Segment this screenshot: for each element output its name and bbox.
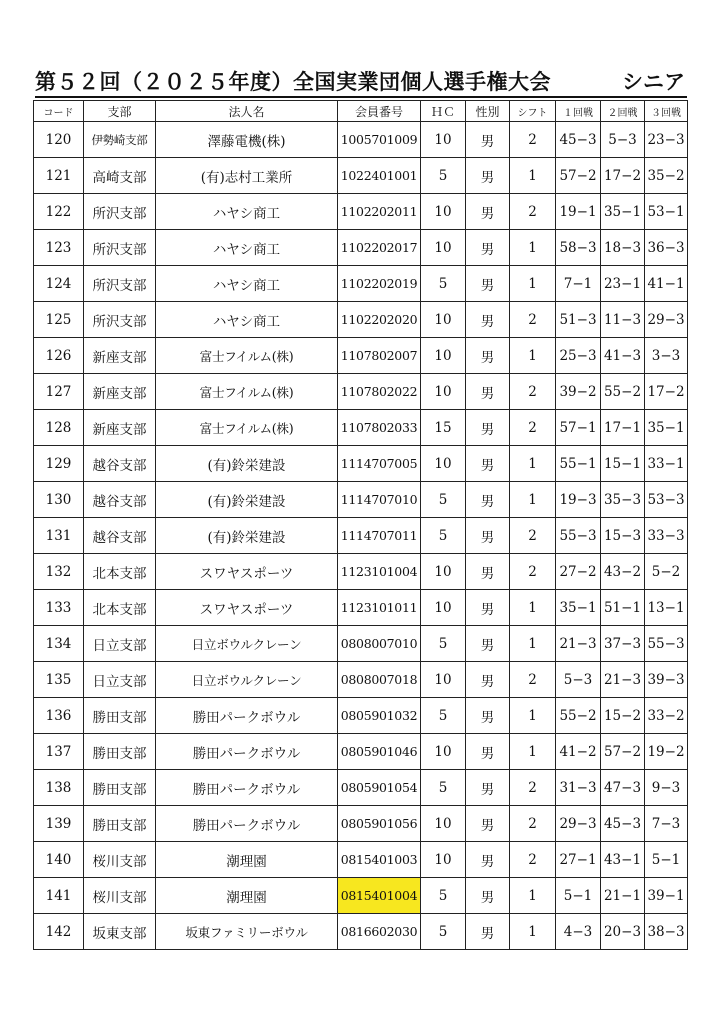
header-company: 法人名 bbox=[156, 101, 338, 122]
gender-cell: 男 bbox=[466, 554, 510, 590]
hc-cell: 10 bbox=[421, 662, 466, 698]
branch-cell: 勝田支部 bbox=[84, 698, 156, 734]
round3-cell: 53−1 bbox=[645, 194, 688, 230]
round2-cell: 18−3 bbox=[601, 230, 645, 266]
round3-cell: 5−2 bbox=[645, 554, 688, 590]
company-cell: ハヤシ商工 bbox=[156, 194, 338, 230]
round2-cell: 55−2 bbox=[601, 374, 645, 410]
shift-cell: 2 bbox=[510, 770, 556, 806]
code-cell: 136 bbox=[34, 698, 84, 734]
gender-cell: 男 bbox=[466, 806, 510, 842]
branch-cell: 新座支部 bbox=[84, 410, 156, 446]
code-cell: 130 bbox=[34, 482, 84, 518]
hc-cell: 10 bbox=[421, 302, 466, 338]
round2-cell: 51−1 bbox=[601, 590, 645, 626]
table-row bbox=[34, 122, 688, 158]
member-number-cell: 0805901032 bbox=[338, 698, 421, 734]
gender-cell: 男 bbox=[466, 338, 510, 374]
branch-cell: 日立支部 bbox=[84, 662, 156, 698]
header-branch: 支部 bbox=[84, 101, 156, 122]
round3-cell: 38−3 bbox=[645, 914, 688, 950]
shift-cell: 2 bbox=[510, 302, 556, 338]
round1-cell: 35−1 bbox=[556, 590, 601, 626]
round2-cell: 17−1 bbox=[601, 410, 645, 446]
shift-cell: 1 bbox=[510, 878, 556, 914]
table-row bbox=[34, 374, 688, 410]
round3-cell: 3−3 bbox=[645, 338, 688, 374]
shift-cell: 1 bbox=[510, 482, 556, 518]
code-cell: 140 bbox=[34, 842, 84, 878]
code-cell: 123 bbox=[34, 230, 84, 266]
round3-cell: 23−3 bbox=[645, 122, 688, 158]
shift-cell: 1 bbox=[510, 590, 556, 626]
round2-cell: 23−1 bbox=[601, 266, 645, 302]
code-cell: 131 bbox=[34, 518, 84, 554]
branch-cell: 北本支部 bbox=[84, 554, 156, 590]
branch-cell: 新座支部 bbox=[84, 374, 156, 410]
round3-cell: 9−3 bbox=[645, 770, 688, 806]
round1-cell: 45−3 bbox=[556, 122, 601, 158]
code-cell: 138 bbox=[34, 770, 84, 806]
round2-cell: 17−2 bbox=[601, 158, 645, 194]
shift-cell: 1 bbox=[510, 626, 556, 662]
gender-cell: 男 bbox=[466, 734, 510, 770]
round2-cell: 11−3 bbox=[601, 302, 645, 338]
round2-cell: 45−3 bbox=[601, 806, 645, 842]
company-cell: (有)鈴栄建設 bbox=[156, 446, 338, 482]
code-cell: 142 bbox=[34, 914, 84, 950]
round1-cell: 39−2 bbox=[556, 374, 601, 410]
company-cell: スワヤスポーツ bbox=[156, 590, 338, 626]
round2-cell: 35−1 bbox=[601, 194, 645, 230]
roster-body bbox=[34, 122, 688, 950]
table-row bbox=[34, 734, 688, 770]
gender-cell: 男 bbox=[466, 122, 510, 158]
round3-cell: 7−3 bbox=[645, 806, 688, 842]
shift-cell: 2 bbox=[510, 554, 556, 590]
member-number-cell: 1005701009 bbox=[338, 122, 421, 158]
company-cell: (有)志村工業所 bbox=[156, 158, 338, 194]
page-title-bar bbox=[35, 68, 687, 98]
hc-cell: 10 bbox=[421, 122, 466, 158]
member-number-cell: 1107802022 bbox=[338, 374, 421, 410]
branch-cell: 所沢支部 bbox=[84, 266, 156, 302]
header-code: コード bbox=[34, 101, 84, 122]
round2-cell: 35−3 bbox=[601, 482, 645, 518]
gender-cell: 男 bbox=[466, 194, 510, 230]
round1-cell: 58−3 bbox=[556, 230, 601, 266]
round1-cell: 57−2 bbox=[556, 158, 601, 194]
round3-cell: 55−3 bbox=[645, 626, 688, 662]
gender-cell: 男 bbox=[466, 158, 510, 194]
round1-cell: 27−2 bbox=[556, 554, 601, 590]
table-row bbox=[34, 878, 688, 914]
table-row bbox=[34, 698, 688, 734]
round1-cell: 55−2 bbox=[556, 698, 601, 734]
company-cell: ハヤシ商工 bbox=[156, 230, 338, 266]
code-cell: 132 bbox=[34, 554, 84, 590]
round3-cell: 29−3 bbox=[645, 302, 688, 338]
company-cell: 富士フイルム(株) bbox=[156, 374, 338, 410]
branch-cell: 桜川支部 bbox=[84, 878, 156, 914]
table-row bbox=[34, 230, 688, 266]
gender-cell: 男 bbox=[466, 662, 510, 698]
shift-cell: 1 bbox=[510, 446, 556, 482]
code-cell: 126 bbox=[34, 338, 84, 374]
branch-cell: 勝田支部 bbox=[84, 770, 156, 806]
hc-cell: 10 bbox=[421, 230, 466, 266]
hc-cell: 10 bbox=[421, 374, 466, 410]
round1-cell: 21−3 bbox=[556, 626, 601, 662]
gender-cell: 男 bbox=[466, 914, 510, 950]
roster-table bbox=[33, 100, 688, 950]
branch-cell: 高崎支部 bbox=[84, 158, 156, 194]
round1-cell: 5−3 bbox=[556, 662, 601, 698]
gender-cell: 男 bbox=[466, 482, 510, 518]
code-cell: 141 bbox=[34, 878, 84, 914]
table-row bbox=[34, 662, 688, 698]
header-round3: ３回戦 bbox=[645, 101, 688, 122]
member-number-cell: 1022401001 bbox=[338, 158, 421, 194]
round3-cell: 39−3 bbox=[645, 662, 688, 698]
company-cell: 勝田パークボウル bbox=[156, 698, 338, 734]
shift-cell: 1 bbox=[510, 230, 556, 266]
gender-cell: 男 bbox=[466, 302, 510, 338]
company-cell: 澤藤電機(株) bbox=[156, 122, 338, 158]
shift-cell: 2 bbox=[510, 122, 556, 158]
round1-cell: 5−1 bbox=[556, 878, 601, 914]
table-row bbox=[34, 554, 688, 590]
hc-cell: 5 bbox=[421, 878, 466, 914]
code-cell: 124 bbox=[34, 266, 84, 302]
table-row bbox=[34, 590, 688, 626]
page-title: 第５２回（２０２５年度）全国実業団個人選手権大会 bbox=[35, 70, 551, 94]
round2-cell: 15−3 bbox=[601, 518, 645, 554]
shift-cell: 1 bbox=[510, 734, 556, 770]
table-row bbox=[34, 158, 688, 194]
header-shift: シフト bbox=[510, 101, 556, 122]
round2-cell: 5−3 bbox=[601, 122, 645, 158]
round1-cell: 27−1 bbox=[556, 842, 601, 878]
gender-cell: 男 bbox=[466, 518, 510, 554]
gender-cell: 男 bbox=[466, 446, 510, 482]
gender-cell: 男 bbox=[466, 626, 510, 662]
round1-cell: 31−3 bbox=[556, 770, 601, 806]
round3-cell: 13−1 bbox=[645, 590, 688, 626]
company-cell: 潮理園 bbox=[156, 842, 338, 878]
table-row bbox=[34, 842, 688, 878]
hc-cell: 5 bbox=[421, 698, 466, 734]
shift-cell: 1 bbox=[510, 698, 556, 734]
member-number-cell: 0805901046 bbox=[338, 734, 421, 770]
member-number-cell: 1114707005 bbox=[338, 446, 421, 482]
hc-cell: 10 bbox=[421, 554, 466, 590]
member-number-cell: 1102202011 bbox=[338, 194, 421, 230]
member-number-cell: 0808007010 bbox=[338, 626, 421, 662]
round2-cell: 21−1 bbox=[601, 878, 645, 914]
round1-cell: 7−1 bbox=[556, 266, 601, 302]
company-cell: 富士フイルム(株) bbox=[156, 410, 338, 446]
table-row bbox=[34, 194, 688, 230]
member-number-cell: 0808007018 bbox=[338, 662, 421, 698]
table-row bbox=[34, 626, 688, 662]
round3-cell: 33−1 bbox=[645, 446, 688, 482]
member-number-cell: 0815401004 bbox=[338, 878, 421, 914]
round2-cell: 47−3 bbox=[601, 770, 645, 806]
member-number-cell: 1123101004 bbox=[338, 554, 421, 590]
round2-cell: 15−2 bbox=[601, 698, 645, 734]
round2-cell: 20−3 bbox=[601, 914, 645, 950]
table-row bbox=[34, 806, 688, 842]
hc-cell: 5 bbox=[421, 482, 466, 518]
round3-cell: 33−3 bbox=[645, 518, 688, 554]
hc-cell: 10 bbox=[421, 734, 466, 770]
round2-cell: 57−2 bbox=[601, 734, 645, 770]
branch-cell: 坂東支部 bbox=[84, 914, 156, 950]
company-cell: 坂東ファミリーボウル bbox=[156, 914, 338, 950]
hc-cell: 10 bbox=[421, 842, 466, 878]
code-cell: 135 bbox=[34, 662, 84, 698]
member-number-cell: 1114707010 bbox=[338, 482, 421, 518]
code-cell: 120 bbox=[34, 122, 84, 158]
gender-cell: 男 bbox=[466, 698, 510, 734]
round1-cell: 29−3 bbox=[556, 806, 601, 842]
company-cell: 富士フイルム(株) bbox=[156, 338, 338, 374]
member-number-cell: 1123101011 bbox=[338, 590, 421, 626]
member-number-cell: 1107802007 bbox=[338, 338, 421, 374]
company-cell: スワヤスポーツ bbox=[156, 554, 338, 590]
round2-cell: 41−3 bbox=[601, 338, 645, 374]
round2-cell: 21−3 bbox=[601, 662, 645, 698]
shift-cell: 2 bbox=[510, 662, 556, 698]
gender-cell: 男 bbox=[466, 590, 510, 626]
member-number-cell: 0805901054 bbox=[338, 770, 421, 806]
round1-cell: 25−3 bbox=[556, 338, 601, 374]
branch-cell: 越谷支部 bbox=[84, 482, 156, 518]
branch-cell: 越谷支部 bbox=[84, 518, 156, 554]
member-number-cell: 0805901056 bbox=[338, 806, 421, 842]
hc-cell: 10 bbox=[421, 338, 466, 374]
branch-cell: 所沢支部 bbox=[84, 230, 156, 266]
header-round2: ２回戦 bbox=[601, 101, 645, 122]
gender-cell: 男 bbox=[466, 878, 510, 914]
round2-cell: 43−1 bbox=[601, 842, 645, 878]
round1-cell: 55−1 bbox=[556, 446, 601, 482]
code-cell: 133 bbox=[34, 590, 84, 626]
branch-cell: 所沢支部 bbox=[84, 194, 156, 230]
table-header-row bbox=[34, 101, 688, 122]
member-number-cell: 1107802033 bbox=[338, 410, 421, 446]
shift-cell: 2 bbox=[510, 374, 556, 410]
company-cell: ハヤシ商工 bbox=[156, 266, 338, 302]
member-number-cell: 0815401003 bbox=[338, 842, 421, 878]
round2-cell: 15−1 bbox=[601, 446, 645, 482]
round3-cell: 5−1 bbox=[645, 842, 688, 878]
table-row bbox=[34, 482, 688, 518]
table-row bbox=[34, 914, 688, 950]
table-row bbox=[34, 770, 688, 806]
round1-cell: 41−2 bbox=[556, 734, 601, 770]
round2-cell: 37−3 bbox=[601, 626, 645, 662]
code-cell: 128 bbox=[34, 410, 84, 446]
hc-cell: 10 bbox=[421, 590, 466, 626]
gender-cell: 男 bbox=[466, 410, 510, 446]
round3-cell: 39−1 bbox=[645, 878, 688, 914]
branch-cell: 新座支部 bbox=[84, 338, 156, 374]
branch-cell: 所沢支部 bbox=[84, 302, 156, 338]
shift-cell: 2 bbox=[510, 518, 556, 554]
hc-cell: 5 bbox=[421, 626, 466, 662]
shift-cell: 1 bbox=[510, 338, 556, 374]
gender-cell: 男 bbox=[466, 230, 510, 266]
table-row bbox=[34, 410, 688, 446]
round1-cell: 57−1 bbox=[556, 410, 601, 446]
round3-cell: 19−2 bbox=[645, 734, 688, 770]
company-cell: (有)鈴栄建設 bbox=[156, 518, 338, 554]
hc-cell: 5 bbox=[421, 266, 466, 302]
hc-cell: 5 bbox=[421, 158, 466, 194]
table-row bbox=[34, 266, 688, 302]
round1-cell: 51−3 bbox=[556, 302, 601, 338]
table-row bbox=[34, 338, 688, 374]
code-cell: 122 bbox=[34, 194, 84, 230]
code-cell: 125 bbox=[34, 302, 84, 338]
header-hc: ＨＣ bbox=[421, 101, 466, 122]
round2-cell: 43−2 bbox=[601, 554, 645, 590]
gender-cell: 男 bbox=[466, 770, 510, 806]
member-number-cell: 1114707011 bbox=[338, 518, 421, 554]
company-cell: 勝田パークボウル bbox=[156, 734, 338, 770]
round3-cell: 53−3 bbox=[645, 482, 688, 518]
company-cell: (有)鈴栄建設 bbox=[156, 482, 338, 518]
code-cell: 137 bbox=[34, 734, 84, 770]
shift-cell: 2 bbox=[510, 842, 556, 878]
hc-cell: 10 bbox=[421, 194, 466, 230]
branch-cell: 勝田支部 bbox=[84, 806, 156, 842]
branch-cell: 越谷支部 bbox=[84, 446, 156, 482]
company-cell: 潮理園 bbox=[156, 878, 338, 914]
gender-cell: 男 bbox=[466, 374, 510, 410]
round3-cell: 35−2 bbox=[645, 158, 688, 194]
company-cell: 勝田パークボウル bbox=[156, 806, 338, 842]
table-row bbox=[34, 446, 688, 482]
branch-cell: 日立支部 bbox=[84, 626, 156, 662]
member-number-cell: 0816602030 bbox=[338, 914, 421, 950]
code-cell: 121 bbox=[34, 158, 84, 194]
member-number-cell: 1102202020 bbox=[338, 302, 421, 338]
shift-cell: 2 bbox=[510, 194, 556, 230]
hc-cell: 10 bbox=[421, 446, 466, 482]
round3-cell: 17−2 bbox=[645, 374, 688, 410]
company-cell: 勝田パークボウル bbox=[156, 770, 338, 806]
company-cell: ハヤシ商工 bbox=[156, 302, 338, 338]
shift-cell: 1 bbox=[510, 158, 556, 194]
gender-cell: 男 bbox=[466, 842, 510, 878]
shift-cell: 1 bbox=[510, 914, 556, 950]
round1-cell: 4−3 bbox=[556, 914, 601, 950]
header-gender: 性別 bbox=[466, 101, 510, 122]
table-row bbox=[34, 518, 688, 554]
round3-cell: 36−3 bbox=[645, 230, 688, 266]
shift-cell: 2 bbox=[510, 410, 556, 446]
company-cell: 日立ボウルクレーン bbox=[156, 662, 338, 698]
hc-cell: 5 bbox=[421, 914, 466, 950]
header-member-no: 会員番号 bbox=[338, 101, 421, 122]
branch-cell: 伊勢崎支部 bbox=[84, 122, 156, 158]
round3-cell: 41−1 bbox=[645, 266, 688, 302]
division-label: シニア bbox=[622, 70, 685, 94]
branch-cell: 桜川支部 bbox=[84, 842, 156, 878]
code-cell: 134 bbox=[34, 626, 84, 662]
company-cell: 日立ボウルクレーン bbox=[156, 626, 338, 662]
round1-cell: 19−1 bbox=[556, 194, 601, 230]
hc-cell: 15 bbox=[421, 410, 466, 446]
table-row bbox=[34, 302, 688, 338]
round1-cell: 55−3 bbox=[556, 518, 601, 554]
round3-cell: 33−2 bbox=[645, 698, 688, 734]
branch-cell: 勝田支部 bbox=[84, 734, 156, 770]
shift-cell: 2 bbox=[510, 806, 556, 842]
round3-cell: 35−1 bbox=[645, 410, 688, 446]
shift-cell: 1 bbox=[510, 266, 556, 302]
code-cell: 139 bbox=[34, 806, 84, 842]
hc-cell: 5 bbox=[421, 518, 466, 554]
member-number-cell: 1102202019 bbox=[338, 266, 421, 302]
member-number-cell: 1102202017 bbox=[338, 230, 421, 266]
branch-cell: 北本支部 bbox=[84, 590, 156, 626]
hc-cell: 5 bbox=[421, 770, 466, 806]
code-cell: 129 bbox=[34, 446, 84, 482]
gender-cell: 男 bbox=[466, 266, 510, 302]
round1-cell: 19−3 bbox=[556, 482, 601, 518]
header-round1: １回戦 bbox=[556, 101, 601, 122]
hc-cell: 10 bbox=[421, 806, 466, 842]
code-cell: 127 bbox=[34, 374, 84, 410]
